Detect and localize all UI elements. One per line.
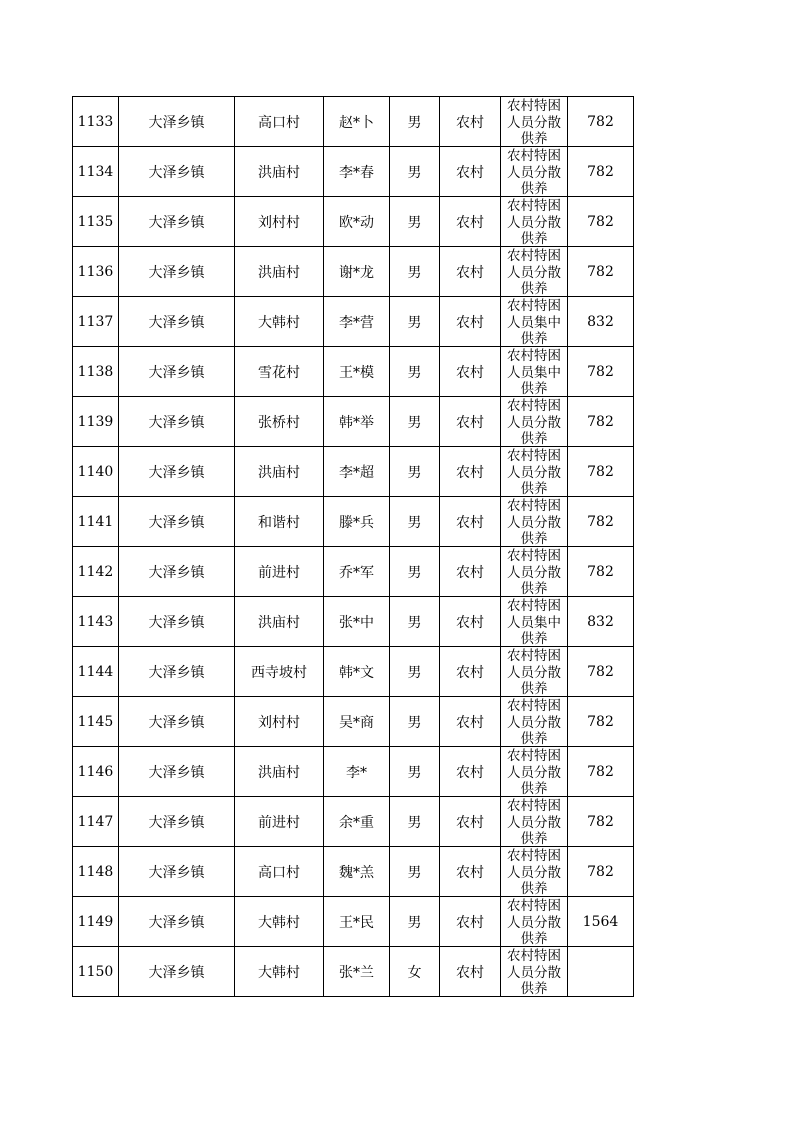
cell-name: 韩*文 bbox=[324, 647, 390, 697]
table-row bbox=[73, 697, 634, 747]
cell-town: 大泽乡镇 bbox=[119, 247, 235, 297]
cell-village: 高口村 bbox=[235, 97, 324, 147]
cell-village: 洪庙村 bbox=[235, 147, 324, 197]
cell-area: 农村 bbox=[440, 747, 501, 797]
cell-type bbox=[501, 247, 568, 297]
cell-type bbox=[501, 697, 568, 747]
cell-name: 张*中 bbox=[324, 597, 390, 647]
cell-name: 张*兰 bbox=[324, 947, 390, 997]
cell-type bbox=[501, 897, 568, 947]
cell-town: 大泽乡镇 bbox=[119, 97, 235, 147]
cell-area: 农村 bbox=[440, 847, 501, 897]
cell-village: 前进村 bbox=[235, 797, 324, 847]
cell-village: 高口村 bbox=[235, 847, 324, 897]
support-type-text: 农村特困人员分散供养 bbox=[507, 98, 561, 146]
table-row bbox=[73, 297, 634, 347]
cell-area: 农村 bbox=[440, 147, 501, 197]
cell-town: 大泽乡镇 bbox=[119, 297, 235, 347]
cell-id: 1146 bbox=[73, 747, 119, 797]
cell-name: 滕*兵 bbox=[324, 497, 390, 547]
cell-gender: 女 bbox=[390, 947, 440, 997]
cell-type bbox=[501, 547, 568, 597]
cell-amount: 782 bbox=[568, 197, 634, 247]
support-type-text: 农村特困人员分散供养 bbox=[507, 798, 561, 846]
cell-area: 农村 bbox=[440, 447, 501, 497]
cell-id: 1139 bbox=[73, 397, 119, 447]
cell-village: 刘村村 bbox=[235, 697, 324, 747]
table-row bbox=[73, 847, 634, 897]
cell-amount: 782 bbox=[568, 797, 634, 847]
cell-amount: 782 bbox=[568, 97, 634, 147]
cell-village: 大韩村 bbox=[235, 297, 324, 347]
cell-town: 大泽乡镇 bbox=[119, 547, 235, 597]
cell-gender: 男 bbox=[390, 547, 440, 597]
cell-type bbox=[501, 497, 568, 547]
table-row bbox=[73, 747, 634, 797]
cell-village: 洪庙村 bbox=[235, 247, 324, 297]
cell-gender: 男 bbox=[390, 797, 440, 847]
cell-type bbox=[501, 397, 568, 447]
support-type-text: 农村特困人员分散供养 bbox=[507, 398, 561, 446]
cell-area: 农村 bbox=[440, 697, 501, 747]
table-row bbox=[73, 447, 634, 497]
cell-village: 大韩村 bbox=[235, 897, 324, 947]
cell-type bbox=[501, 197, 568, 247]
cell-name: 魏*羔 bbox=[324, 847, 390, 897]
cell-area: 农村 bbox=[440, 897, 501, 947]
table-row bbox=[73, 397, 634, 447]
support-type-text: 农村特困人员分散供养 bbox=[507, 248, 561, 296]
cell-id: 1141 bbox=[73, 497, 119, 547]
cell-village: 前进村 bbox=[235, 547, 324, 597]
cell-amount: 782 bbox=[568, 747, 634, 797]
cell-amount: 782 bbox=[568, 397, 634, 447]
cell-amount: 782 bbox=[568, 347, 634, 397]
cell-type bbox=[501, 597, 568, 647]
cell-type bbox=[501, 347, 568, 397]
cell-name: 韩*举 bbox=[324, 397, 390, 447]
support-type-text: 农村特困人员分散供养 bbox=[507, 698, 561, 746]
cell-type bbox=[501, 147, 568, 197]
cell-town: 大泽乡镇 bbox=[119, 697, 235, 747]
cell-id: 1135 bbox=[73, 197, 119, 247]
cell-town: 大泽乡镇 bbox=[119, 597, 235, 647]
cell-village: 雪花村 bbox=[235, 347, 324, 397]
cell-name: 赵*卜 bbox=[324, 97, 390, 147]
cell-village: 张桥村 bbox=[235, 397, 324, 447]
cell-type bbox=[501, 947, 568, 997]
table-row bbox=[73, 797, 634, 847]
table-row bbox=[73, 647, 634, 697]
table-row bbox=[73, 597, 634, 647]
support-type-text: 农村特困人员分散供养 bbox=[507, 148, 561, 196]
cell-area: 农村 bbox=[440, 647, 501, 697]
cell-area: 农村 bbox=[440, 97, 501, 147]
table-row bbox=[73, 147, 634, 197]
cell-amount: 782 bbox=[568, 647, 634, 697]
table-row bbox=[73, 947, 634, 997]
cell-gender: 男 bbox=[390, 397, 440, 447]
cell-id: 1140 bbox=[73, 447, 119, 497]
cell-gender: 男 bbox=[390, 247, 440, 297]
cell-name: 欧*动 bbox=[324, 197, 390, 247]
support-type-text: 农村特困人员集中供养 bbox=[507, 348, 561, 396]
cell-village: 洪庙村 bbox=[235, 747, 324, 797]
cell-gender: 男 bbox=[390, 847, 440, 897]
cell-amount bbox=[568, 947, 634, 997]
cell-id: 1134 bbox=[73, 147, 119, 197]
table-row bbox=[73, 347, 634, 397]
support-type-text: 农村特困人员分散供养 bbox=[507, 498, 561, 546]
cell-type bbox=[501, 447, 568, 497]
cell-gender: 男 bbox=[390, 897, 440, 947]
cell-type bbox=[501, 747, 568, 797]
cell-name: 余*重 bbox=[324, 797, 390, 847]
cell-amount: 782 bbox=[568, 497, 634, 547]
cell-village: 洪庙村 bbox=[235, 447, 324, 497]
cell-area: 农村 bbox=[440, 397, 501, 447]
cell-area: 农村 bbox=[440, 197, 501, 247]
cell-id: 1133 bbox=[73, 97, 119, 147]
cell-id: 1143 bbox=[73, 597, 119, 647]
cell-name: 李* bbox=[324, 747, 390, 797]
table-row bbox=[73, 97, 634, 147]
cell-gender: 男 bbox=[390, 197, 440, 247]
cell-name: 李*超 bbox=[324, 447, 390, 497]
cell-village: 大韩村 bbox=[235, 947, 324, 997]
cell-name: 李*营 bbox=[324, 297, 390, 347]
cell-gender: 男 bbox=[390, 297, 440, 347]
cell-name: 吴*商 bbox=[324, 697, 390, 747]
relief-table bbox=[72, 96, 634, 997]
cell-gender: 男 bbox=[390, 447, 440, 497]
cell-area: 农村 bbox=[440, 797, 501, 847]
cell-id: 1138 bbox=[73, 347, 119, 397]
cell-type bbox=[501, 847, 568, 897]
cell-gender: 男 bbox=[390, 97, 440, 147]
cell-area: 农村 bbox=[440, 247, 501, 297]
cell-town: 大泽乡镇 bbox=[119, 397, 235, 447]
cell-name: 王*民 bbox=[324, 897, 390, 947]
cell-name: 王*模 bbox=[324, 347, 390, 397]
cell-town: 大泽乡镇 bbox=[119, 647, 235, 697]
cell-area: 农村 bbox=[440, 547, 501, 597]
cell-village: 刘村村 bbox=[235, 197, 324, 247]
cell-name: 乔*军 bbox=[324, 547, 390, 597]
cell-type bbox=[501, 797, 568, 847]
cell-town: 大泽乡镇 bbox=[119, 447, 235, 497]
table-body bbox=[73, 97, 634, 997]
cell-village: 洪庙村 bbox=[235, 597, 324, 647]
cell-town: 大泽乡镇 bbox=[119, 797, 235, 847]
cell-amount: 782 bbox=[568, 447, 634, 497]
support-type-text: 农村特困人员集中供养 bbox=[507, 298, 561, 346]
cell-id: 1136 bbox=[73, 247, 119, 297]
cell-amount: 782 bbox=[568, 547, 634, 597]
cell-area: 农村 bbox=[440, 497, 501, 547]
cell-town: 大泽乡镇 bbox=[119, 147, 235, 197]
support-type-text: 农村特困人员分散供养 bbox=[507, 948, 561, 996]
support-type-text: 农村特困人员分散供养 bbox=[507, 448, 561, 496]
cell-id: 1150 bbox=[73, 947, 119, 997]
table-row bbox=[73, 197, 634, 247]
cell-id: 1148 bbox=[73, 847, 119, 897]
cell-id: 1137 bbox=[73, 297, 119, 347]
cell-town: 大泽乡镇 bbox=[119, 197, 235, 247]
cell-amount: 832 bbox=[568, 597, 634, 647]
support-type-text: 农村特困人员分散供养 bbox=[507, 648, 561, 696]
cell-amount: 782 bbox=[568, 847, 634, 897]
cell-gender: 男 bbox=[390, 497, 440, 547]
table-row bbox=[73, 247, 634, 297]
support-type-text: 农村特困人员集中供养 bbox=[507, 598, 561, 646]
cell-id: 1142 bbox=[73, 547, 119, 597]
cell-name: 谢*龙 bbox=[324, 247, 390, 297]
cell-type bbox=[501, 647, 568, 697]
cell-area: 农村 bbox=[440, 347, 501, 397]
cell-gender: 男 bbox=[390, 597, 440, 647]
cell-amount: 782 bbox=[568, 247, 634, 297]
cell-id: 1147 bbox=[73, 797, 119, 847]
cell-type bbox=[501, 297, 568, 347]
cell-amount: 782 bbox=[568, 147, 634, 197]
cell-town: 大泽乡镇 bbox=[119, 497, 235, 547]
support-type-text: 农村特困人员分散供养 bbox=[507, 548, 561, 596]
cell-gender: 男 bbox=[390, 647, 440, 697]
support-type-text: 农村特困人员分散供养 bbox=[507, 198, 561, 246]
cell-town: 大泽乡镇 bbox=[119, 347, 235, 397]
cell-amount: 1564 bbox=[568, 897, 634, 947]
cell-town: 大泽乡镇 bbox=[119, 947, 235, 997]
cell-type bbox=[501, 97, 568, 147]
cell-area: 农村 bbox=[440, 947, 501, 997]
support-type-text: 农村特困人员分散供养 bbox=[507, 748, 561, 796]
cell-area: 农村 bbox=[440, 597, 501, 647]
cell-gender: 男 bbox=[390, 747, 440, 797]
table-row bbox=[73, 497, 634, 547]
cell-gender: 男 bbox=[390, 347, 440, 397]
cell-name: 李*春 bbox=[324, 147, 390, 197]
cell-amount: 782 bbox=[568, 697, 634, 747]
cell-town: 大泽乡镇 bbox=[119, 897, 235, 947]
cell-amount: 832 bbox=[568, 297, 634, 347]
support-type-text: 农村特困人员分散供养 bbox=[507, 848, 561, 896]
support-type-text: 农村特困人员分散供养 bbox=[507, 898, 561, 946]
cell-village: 西寺坡村 bbox=[235, 647, 324, 697]
cell-area: 农村 bbox=[440, 297, 501, 347]
cell-town: 大泽乡镇 bbox=[119, 747, 235, 797]
table-row bbox=[73, 547, 634, 597]
cell-gender: 男 bbox=[390, 697, 440, 747]
cell-village: 和谐村 bbox=[235, 497, 324, 547]
cell-gender: 男 bbox=[390, 147, 440, 197]
cell-id: 1144 bbox=[73, 647, 119, 697]
table-row bbox=[73, 897, 634, 947]
cell-id: 1149 bbox=[73, 897, 119, 947]
cell-town: 大泽乡镇 bbox=[119, 847, 235, 897]
cell-id: 1145 bbox=[73, 697, 119, 747]
